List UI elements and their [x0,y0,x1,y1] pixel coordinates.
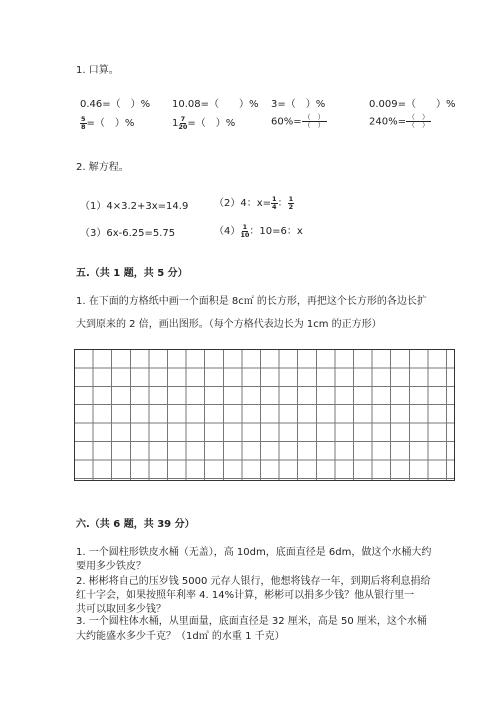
calc-item-4: 0.009=（ ）% [369,99,456,110]
calc-item-5: $\frac{5}{8}$ =（ ）% [81,114,135,131]
fraction: $\frac{1}{4}$ [272,194,277,211]
equation-2: （2）4：x= $\frac{1}{4}$ ： $\frac{1}{2}$ [214,194,294,211]
calc-item-8: 240%= （ ） （ ） [369,113,429,129]
section-6-heading: 六.（共 6 题，共 39 分） [76,519,195,530]
fraction-blank: （ ） （ ） [303,113,325,129]
section-6-line: 1. 一个圆柱形铁皮水桶（无盖），高 10dm，底面直径是 6dm，做这个水桶大约 [76,547,432,558]
section-5-heading: 五.（共 1 题，共 5 分） [76,268,188,279]
square-grid-paper[interactable] [74,349,455,481]
section-5-question-line-1: 1. 在下面的方格纸中画一个面积是 8c㎡ 的长方形，再把这个长方形的各边长扩 [76,296,427,307]
calc-section-title: 1. 口算。 [76,65,119,76]
section-5-question-line-2: 大到原来的 2 倍，画出图形。（每个方格代表边长为 1cm 的正方形） [76,319,382,330]
section-6-line: 大约能盛水多少千克？（1d㎥ 的水重 1 千克） [76,631,285,642]
calc-item-6: 1 $\frac{7}{20}$ =（ ）% [172,114,236,131]
equation-3: （3）6x-6.25=5.75 [80,228,176,239]
section-6-line: 3. 一个圆柱体水桶，从里面量，底面直径是 32 厘米，高是 50 厘米，这个水桶 [76,616,427,627]
equation-4: （4） $\frac{1}{10}$ ：10=6：x [214,222,303,239]
calc-item-2: 10.08=（ ）% [172,99,259,110]
section-6-line: 要用多少铁皮？ [76,561,146,572]
section-6-line: 红十字会，如果按照年利率 4. 14%计算，彬彬可以捐多少钱？他从银行里一 [76,590,415,601]
fraction: $\frac{7}{20}$ [178,114,188,131]
calc-item-3: 3=（ ）% [271,99,326,110]
calc-item-7: 60%= （ ） （ ） [271,113,325,129]
equations-title: 2. 解方程。 [76,162,129,173]
section-6-line: 2. 彬彬将自己的压岁钱 5000 元存人银行，他想将钱存一年，到期后将利息捐给 [76,576,431,587]
section-6-line: 共可以取回多少钱？ [76,604,166,615]
equation-1: （1）4×3.2+3x=14.9 [80,201,189,212]
fraction-blank: （ ） （ ） [407,113,429,129]
fraction: $\frac{5}{8}$ [81,114,86,131]
fraction: $\frac{1}{10}$ [240,222,250,239]
calc-item-1: 0.46=（ ）% [80,99,151,110]
fraction: $\frac{1}{2}$ [288,194,294,211]
